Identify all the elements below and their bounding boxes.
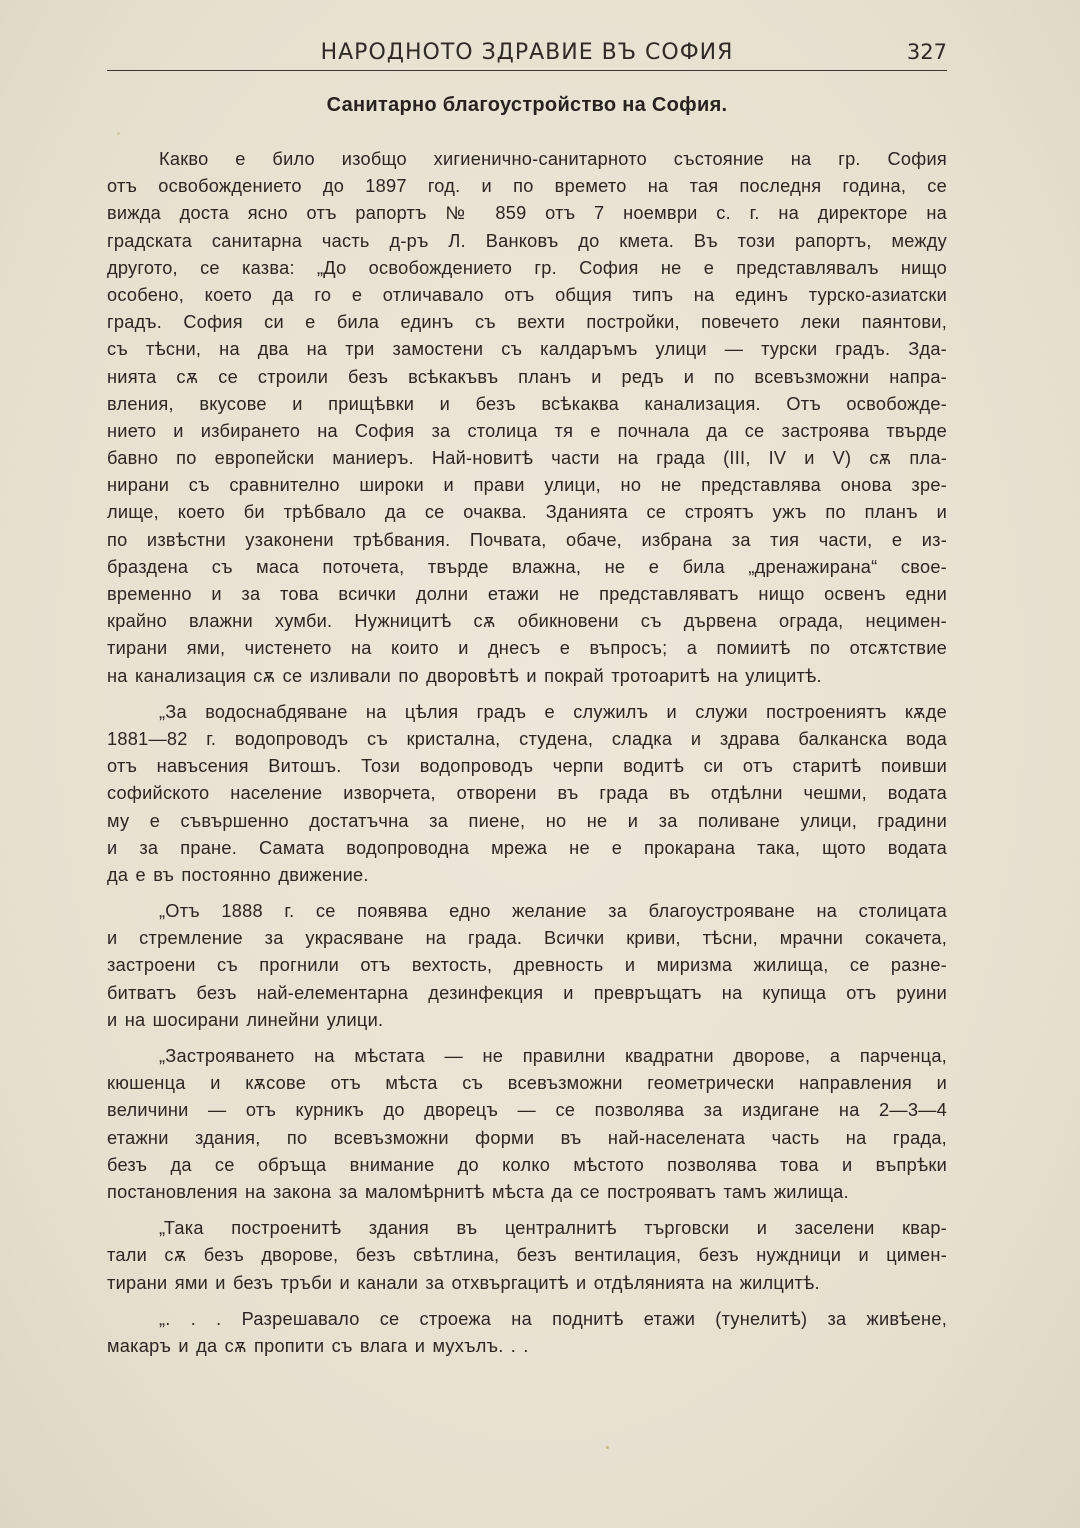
text-line: нието и избирането на София за столица тя е почнала да се застроява твърде [107, 420, 947, 441]
text-line: градъ. София си е била единъ съ вехти постройки, повечето леки паянтови, [107, 312, 947, 333]
text-line: особено, което да го е отличавало отъ общия типъ на единъ турско-азиатски [107, 284, 947, 305]
text-line: другото, се казва: „До освобождението гр. София не е представлявалъ нищо [107, 257, 947, 278]
text-line: Какво е било изобщо хигиенично-санитарното състояние на гр. София [159, 149, 947, 169]
text-line: нията сѫ се строили безъ всѣкакъвъ планъ и редъ и по всевъзможни напра- [107, 366, 947, 387]
text-line: „Застрояването на мѣстата — не правилни квадратни дворове, а парченца, [159, 1046, 947, 1066]
text-line: 1881—82 г. водопроводъ съ кристална, студена, сладка и здрава балканска вода [107, 728, 947, 749]
text-line: временно и за това всички долни етажи не представляватъ нищо освенъ едни [107, 584, 947, 604]
text-line: „Така построенитѣ здания въ централнитѣ търговски и заселени квар- [159, 1218, 947, 1239]
paper-speck [606, 1446, 609, 1449]
paragraph [107, 1043, 947, 1206]
paragraph [107, 699, 947, 889]
text-line: браздена съ маса поточета, твърде влажна, не е била „дренажирана“ свое- [107, 556, 947, 577]
text-line: и на шосирани линейни улици. [107, 1009, 384, 1030]
running-head: НАРОДНОТО ЗДРАВИЕ ВЪ СОФИЯ [320, 40, 734, 65]
text-line: кюшенца и кѫсове отъ мѣста съ всевъзможни геометрически направления и [107, 1073, 947, 1094]
text-line: „. . . Разрешавало се строежа на поднитѣ етажи (тунелитѣ) за живѣене, [159, 1308, 947, 1329]
text-line: съ тѣсни, на два на три замостени съ калдаръмъ улици — турски градъ. Зда- [107, 339, 947, 360]
text-line: етажни здания, по всевъзможни форми въ най-населената часть на града, [107, 1127, 947, 1148]
text-line: по извѣстни узаконени трѣбвания. Почвата, обаче, избрана за тия части, е из- [107, 529, 947, 550]
text-line: нирани съ сравнително широки и прави улици, но не представлява онова зре- [107, 475, 947, 496]
text-line: битватъ безъ най-елементарна дезинфекция и превръщатъ на купища отъ руини [107, 982, 947, 1003]
text-line: „Отъ 1888 г. се появява едно желание за благоустрояване на столицата [159, 901, 947, 922]
text-line: и за пране. Самата водопроводна мрежа не е прокарана така, щото водата [107, 837, 947, 858]
text-line: макаръ и да сѫ пропити съ влага и мухълъ. . . [107, 1335, 529, 1356]
text-line: градската санитарна часть д-ръ Л. Ванковъ до кмета. Въ този рапортъ, между [107, 230, 947, 251]
text-line: бавно по европейски маниеръ. Най-новитѣ части на града (III, IV и V) сѫ пла- [107, 448, 947, 469]
text-line: вижда доста ясно отъ рапортъ № 859 отъ 7 ноември с. г. на директоре на [107, 203, 947, 224]
text-line: лище, което би трѣбвало да се очаква. Зданията се строятъ ужъ по планъ и [107, 502, 947, 523]
text-line: отъ навъсения Витошъ. Този водопроводъ черпи водитѣ си отъ старитѣ поивши [107, 756, 947, 777]
text-line: застроени съ прогнили отъ вехтость, древность и миризма жилища, се разне- [107, 955, 947, 976]
text-line: безъ да се обръща внимание до колко мѣстото позволява това и въпрѣки [107, 1154, 947, 1175]
page-number: 327 [906, 40, 947, 64]
text-line: постановления на закона за маломѣрнитѣ мѣста да се построяватъ тамъ жилища. [107, 1181, 849, 1202]
paper-speck [117, 132, 120, 135]
text-line: да е въ постоянно движение. [107, 864, 369, 885]
text-line: му е съвършенно достатъчна за пиене, но не и за поливане улици, градини [107, 810, 947, 831]
body-text [107, 146, 947, 1360]
text-line: тирани ями, чистенето на които и днесъ е въпросъ; а помиитѣ по отсѫтствие [107, 638, 947, 659]
text-line: вления, вкусове и прищѣвки и безъ всѣкаква канализация. Отъ освобожде- [107, 393, 947, 414]
paragraph [107, 1306, 947, 1360]
page-header [107, 40, 947, 71]
paragraph [107, 898, 947, 1034]
text-line: „За водоснабдяване на цѣлия градъ е служилъ и служи построениятъ кѫде [159, 701, 947, 722]
text-line: тирани ями и безъ тръби и канали за отхвъргацитѣ и отдѣлянията на жилцитѣ. [107, 1272, 820, 1293]
text-line: и стремление за украсяване на града. Всички криви, тѣсни, мрачни сокачета, [107, 928, 947, 949]
section-title: Санитарно благоустройство на София. [326, 94, 728, 116]
text-line: величини — отъ курникъ до дворецъ — се позволява за издигане на 2—3—4 [107, 1100, 947, 1121]
text-line: крайно влажни хумби. Нужницитѣ сѫ обикновени съ дървена ограда, нецимен- [107, 611, 947, 632]
text-line: на канализация сѫ се изливали по дворовѣтѣ и покрай тротоаритѣ на улицитѣ. [107, 665, 822, 686]
text-line: отъ освобождението до 1897 год. и по времето на тая последня година, се [107, 176, 947, 197]
paragraph [107, 146, 947, 690]
text-line: тали сѫ безъ дворове, безъ свѣтлина, безъ вентилация, безъ нуждници и цимен- [107, 1245, 947, 1266]
text-line: софийското население изворчета, отворени въ града въ отдѣлни чешми, водата [107, 783, 947, 804]
paragraph [107, 1215, 947, 1297]
